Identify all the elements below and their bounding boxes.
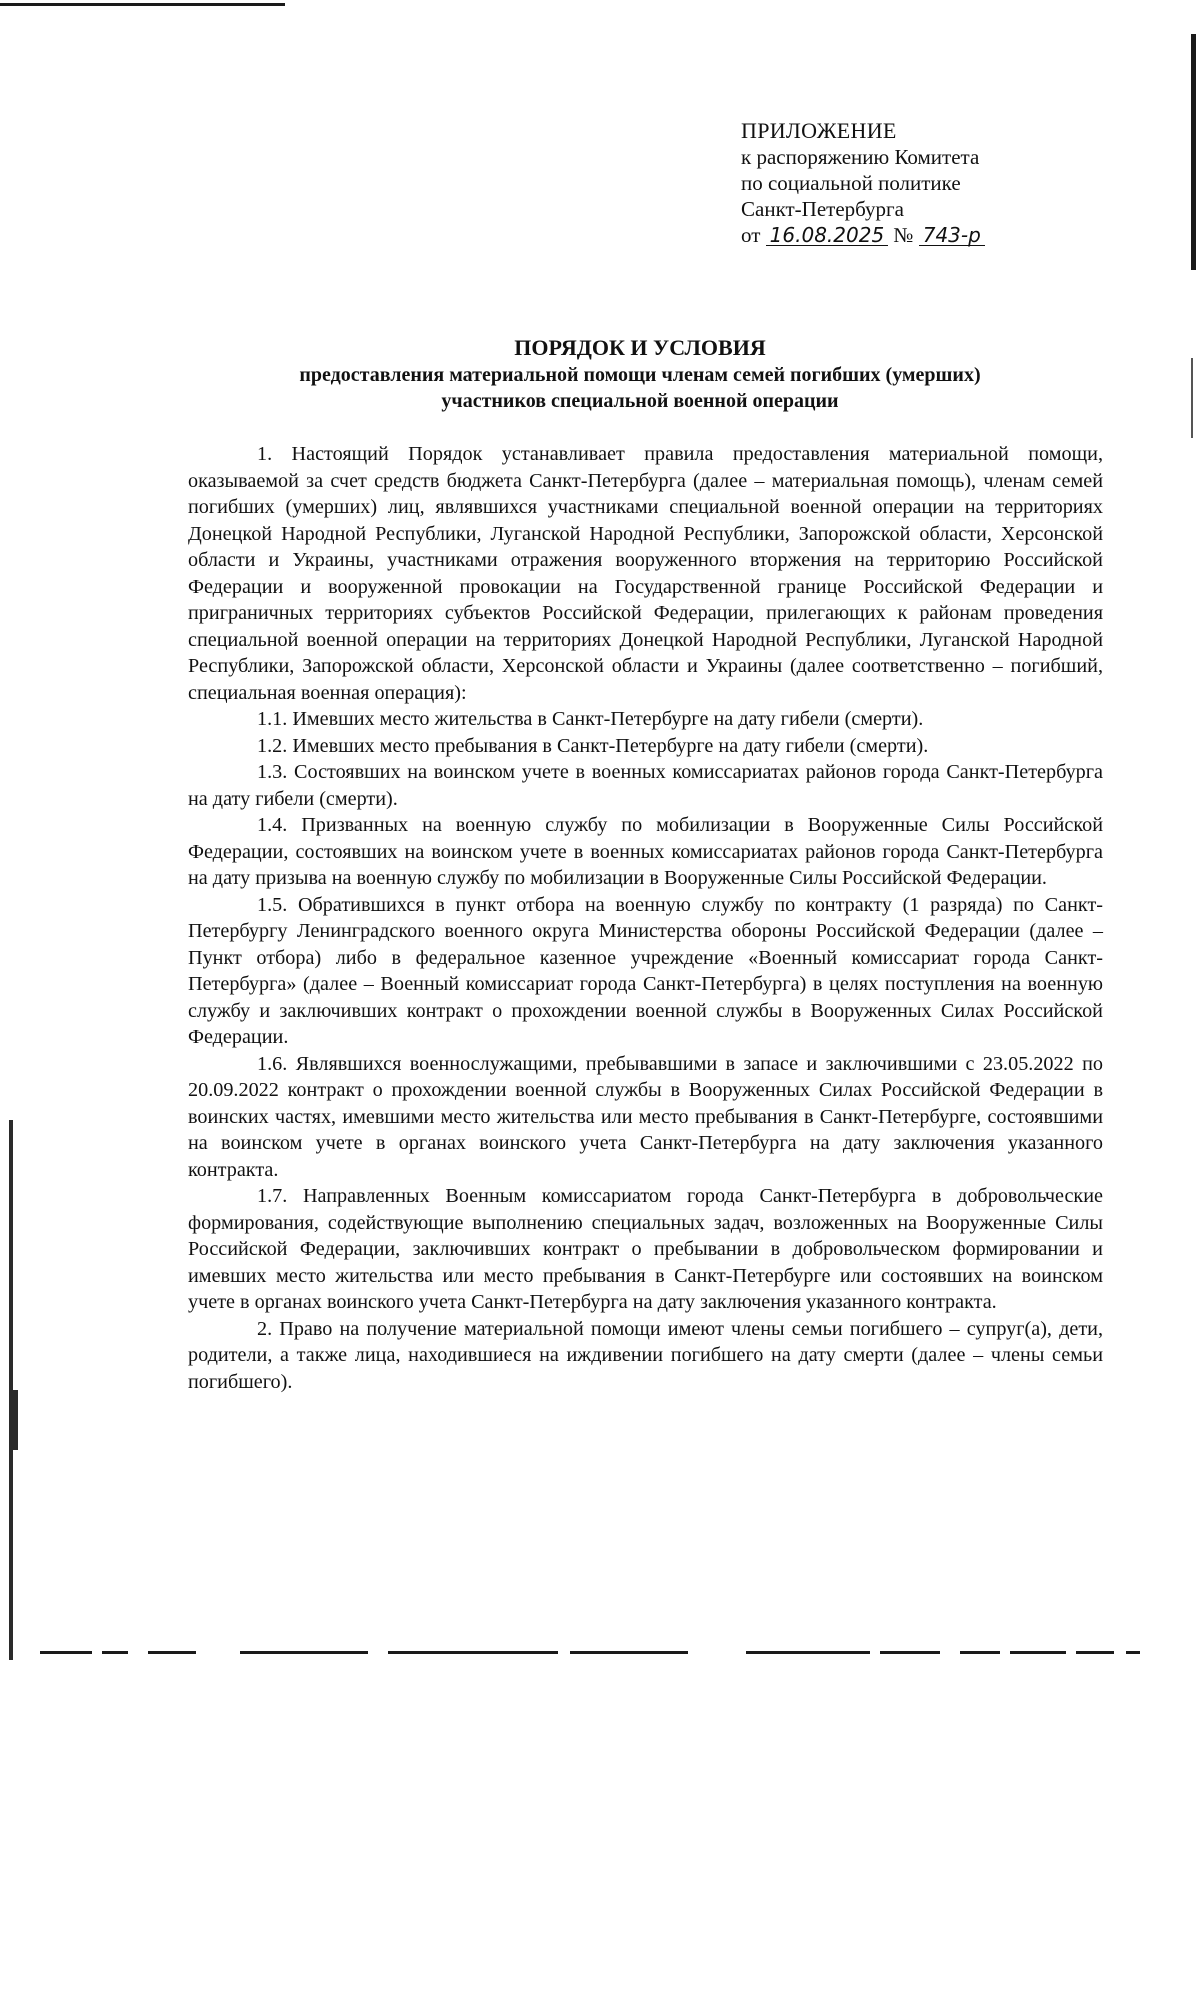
paragraph: 1.6. Являвшихся военнослужащими, пребывавшими в запасе и заключившими с 23.05.2022 по 20.09.2022 контракт о прохождении военной службы в Вооруженных Силах Российской Федерации в воинских частях, имевшими место жительства или место пребывания в Санкт-Петербурге, состоявшими на воинском учете в органах воинского учета Санкт-Петербурга на дату заключения указанного контракта. [188, 1052, 1103, 1181]
appendix-heading: ПРИЛОЖЕНИЕ [741, 118, 897, 143]
appendix-line: Санкт-Петербурга [741, 197, 904, 221]
paragraph: 1.2. Имевших место пребывания в Санкт-Петербурге на дату гибели (смерти). [257, 734, 929, 757]
scan-edge-left-mark [10, 1490, 12, 1510]
number-sign: № [893, 223, 914, 247]
paragraph: 1.7. Направленных Военным комиссариатом города Санкт-Петербурга в добровольческие формирования, содействующие выполнению специальных задач, возложенных на Вооруженные Силы Российской Федерации, заключивших контракт о пребывании в добровольческом формировании и имевших место жительства или место пребывания в Санкт-Петербурге или состоявших на воинском учете в органах воинского учета Санкт-Петербурга на дату заключения указанного контракта. [188, 1185, 1103, 1313]
handwritten-date: 16.08.2025 [766, 225, 889, 246]
paragraph: 1.1. Имевших место жительства в Санкт-Петербурге на дату гибели (смерти). [257, 708, 924, 730]
paragraph: 1.4. Призванных на военную службу по мобилизации в Вооруженные Силы Российской Федерации, состоявших на воинском учете в военных комиссариатах районов города Санкт-Петербурга на дату призыва на военную службу по мобилизации в Вооруженные Силы Российской Федерации. [188, 814, 1103, 889]
document-subtitle: участников специальной военной операции [441, 390, 839, 412]
appendix-date-line [741, 222, 1061, 248]
scan-dash-line [40, 1651, 1150, 1659]
document-title: ПОРЯДОК И УСЛОВИЯ [514, 335, 766, 360]
document-subtitle: предоставления материальной помощи членам семей погибших (умерших) [299, 364, 981, 386]
appendix-line: по социальной политике [741, 171, 961, 195]
appendix-block [741, 118, 1061, 248]
paragraph: 1.5. Обратившихся в пункт отбора на военную службу по контракту (1 разряда) по Санкт-Петербургу Ленинградского военного округа Министерства обороны Российской Федерации (далее – Пункт отбора) либо в федеральное казенное учреждение «Военный комиссариат города Санкт-Петербурга» (далее – Военный комиссариат города Санкт-Петербурга) в целях поступления на военную службу и заключивших контракт о прохождении военной службы в Вооруженных Силах Российской Федерации. [188, 893, 1103, 1048]
paragraph: 1. Настоящий Порядок устанавливает правила предоставления материальной помощи, оказываемой за счет средств бюджета Санкт-Петербурга (далее – материальная помощь), членам семей погибших (умерших) лиц, являвшихся участниками специальной военной операции на территориях Донецкой Народной Республики, Луганской Народной Республики, Запорожской области, Херсонской области и Украины, участниками отражения вооруженного вторжения на территорию Российской Федерации и вооруженной провокации на Государственной границе Российской Федерации и приграничных территориях субъектов Российской Федерации, прилегающих к районам проведения специальной военной операции на территориях Донецкой Народной Республики, Луганской Народной Республики, Запорожской области, Херсонской области и Украины (далее соответственно – погибший, специальная военная операция): [188, 443, 1103, 704]
paragraph: 1.3. Состоявших на воинском учете в военных комиссариатах районов города Санкт-Петербурга на дату гибели (смерти). [188, 761, 1103, 810]
handwritten-number: 743-р [919, 225, 985, 246]
appendix-line: к распоряжению Комитета [741, 145, 980, 169]
scan-edge-right-mark [1191, 358, 1193, 438]
document-body [188, 441, 1103, 1395]
date-prefix: от [741, 223, 761, 247]
document-title-block [190, 334, 1090, 414]
paragraph: 2. Право на получение материальной помощи имеют члены семьи погибшего – супруг(а), дети, родители, а также лица, находившиеся на иждивении погибшего на дату смерти (далее – члены семьи погибшего). [188, 1317, 1103, 1393]
scan-edge-left-mark [12, 1390, 18, 1450]
scan-edge-right [1191, 34, 1196, 270]
scan-edge-top [0, 3, 285, 6]
